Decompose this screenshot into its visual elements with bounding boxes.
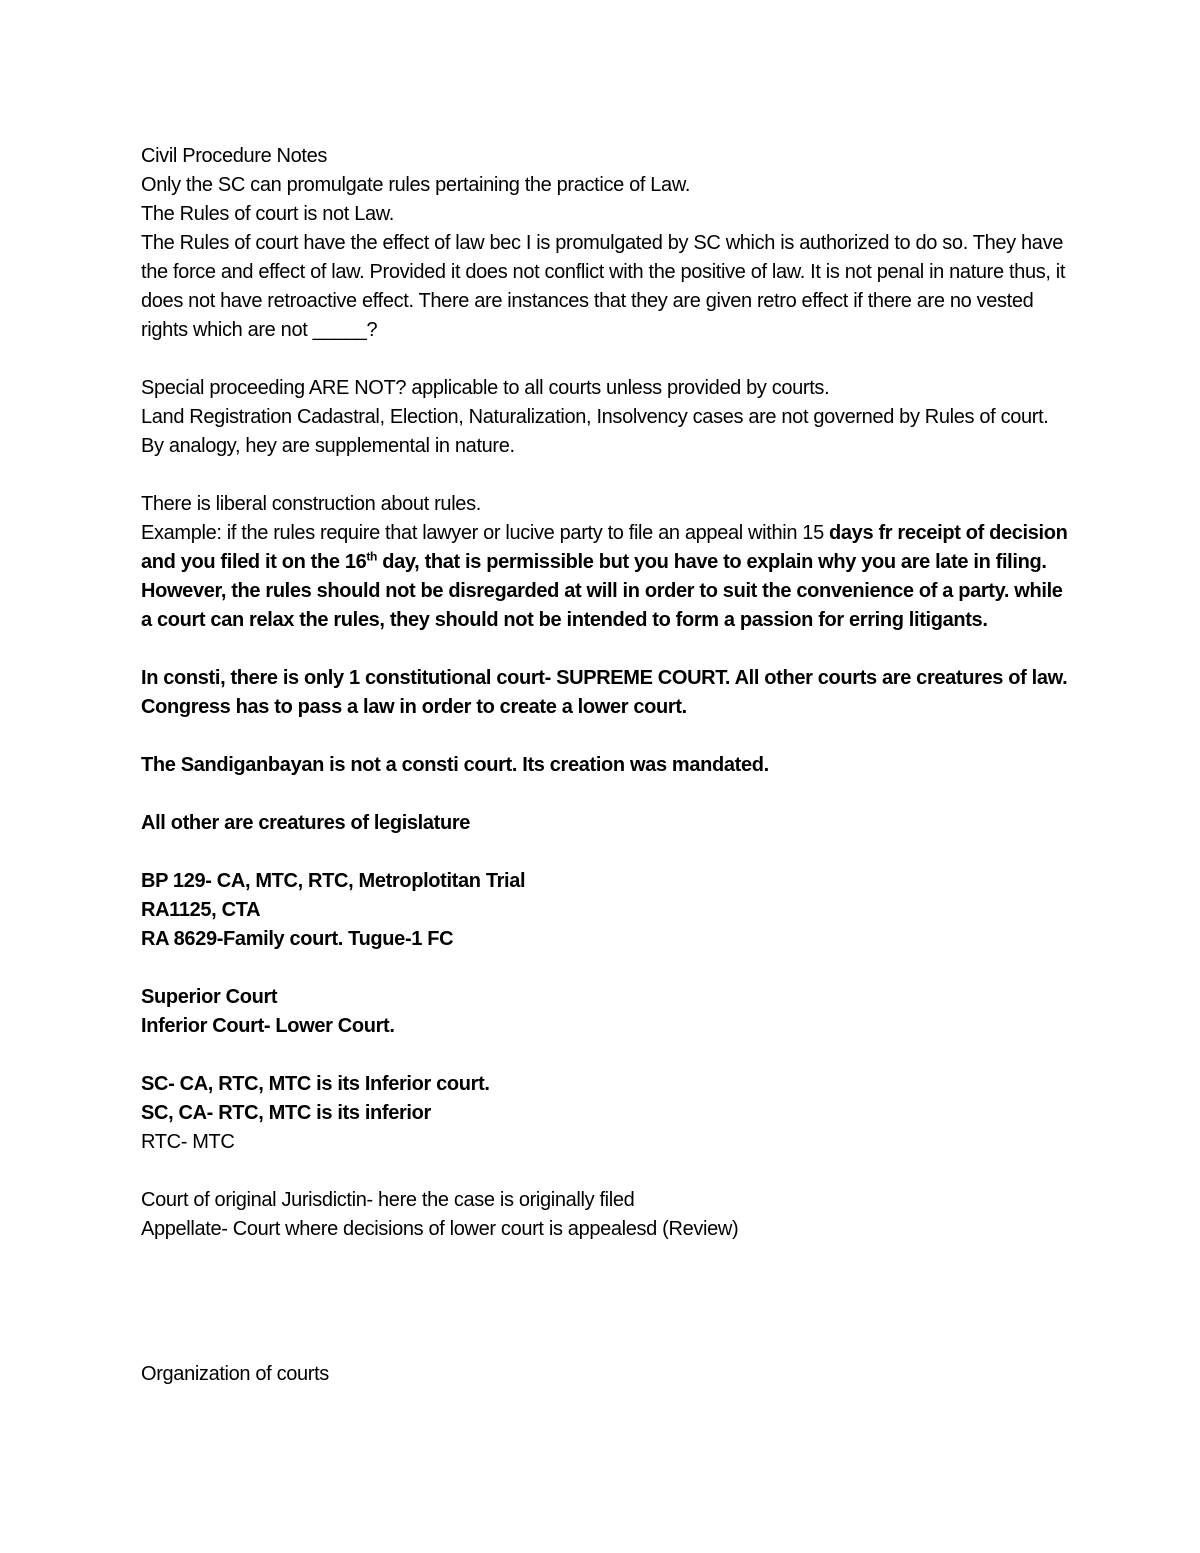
paragraph: Special proceeding ARE NOT? applicable to all courts unless provided by courts. [141,377,830,399]
example-bold-text: days fr receipt of decision and you filed it on the 16 [141,522,1068,573]
blank-line [141,461,1071,490]
hierarchy-line: SC, CA- RTC, MTC is its inferior [141,1102,431,1124]
law-line: RA 8629-Family court. Tugue-1 FC [141,928,454,950]
paragraph: The Sandiganbayan is not a consti court. Its creation was mandated. [141,754,769,776]
paragraph: Land Registration Cadastral, Election, Naturalization, Insolvency cases are not governed by Rules of court. By analogy, hey are supplemental in nature. [141,406,1049,457]
court-level-line: Superior Court [141,986,278,1008]
hierarchy-line: RTC- MTC [141,1131,235,1153]
example-bold-text: day, that is permissible but you have to explain why you are late in filing. However, the rules should not be disregarded at will in order to suit the convenience of a party. while a court can relax the rules, they should not be intended to form a passion for erring litigants. [141,551,1063,631]
ordinal-superscript: th [366,549,378,564]
blank-line [141,1041,1071,1070]
blank-line [141,1157,1071,1186]
blank-line [141,954,1071,983]
blank-line [141,635,1071,664]
paragraph: All other are creatures of legislature [141,812,471,834]
blank-line [141,345,1071,374]
jurisdiction-line: Appellate- Court where decisions of lower court is appealesd (Review) [141,1218,739,1240]
hierarchy-line: SC- CA, RTC, MTC is its Inferior court. [141,1073,490,1095]
paragraph: The Rules of court have the effect of law bec I is promulgated by SC which is authorized to do so. They have the force and effect of law. Provided it does not conflict with the positive of law. It is not penal in nature thus, it does not have retroactive effect. There are instances that they are given retro effect if there are no vested rights which are not _____? [141,232,1066,341]
example-paragraph [141,519,1071,635]
document-title: Civil Procedure Notes [141,145,328,167]
paragraph: Only the SC can promulgate rules pertaining the practice of Law. [141,174,691,196]
paragraph: There is liberal construction about rules. [141,493,481,515]
paragraph: The Rules of court is not Law. [141,203,394,225]
law-line: RA1125, CTA [141,899,261,921]
law-line: BP 129- CA, MTC, RTC, Metroplotitan Trial [141,870,526,892]
blank-line [141,722,1071,751]
blank-line [141,780,1071,809]
blank-space [141,1244,1071,1360]
section-heading: Organization of courts [141,1363,329,1385]
blank-line [141,838,1071,867]
example-text: Example: if the rules require that lawyer or lucive party to file an appeal within 15 [141,522,830,544]
jurisdiction-line: Court of original Jurisdictin- here the case is originally filed [141,1189,635,1211]
document-body [141,142,1071,1389]
court-level-line: Inferior Court- Lower Court. [141,1015,395,1037]
paragraph: In consti, there is only 1 constitutional court- SUPREME COURT. All other courts are creatures of law. Congress has to pass a law in order to create a lower court. [141,667,1068,718]
